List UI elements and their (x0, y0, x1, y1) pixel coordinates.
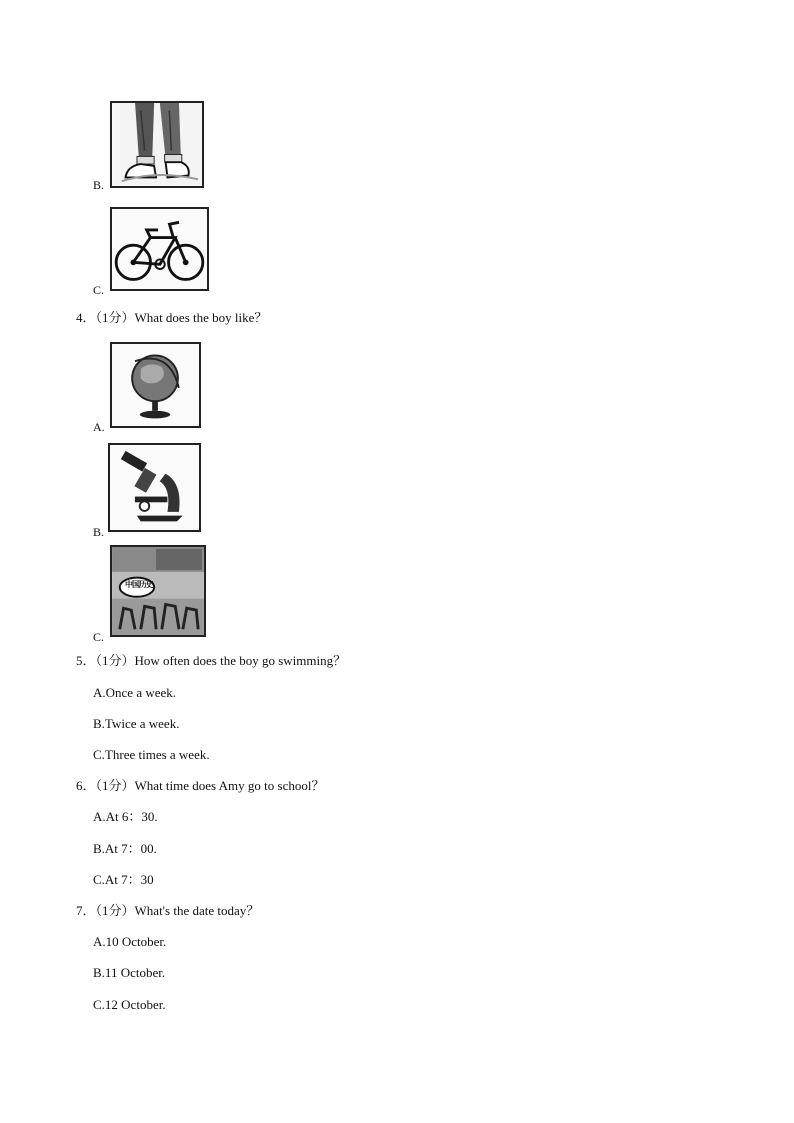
option-letter-a: A. (93, 420, 105, 434)
question-text: What time does Amy go to school？ (134, 778, 325, 793)
microscope-icon (110, 445, 199, 530)
question-6 (76, 778, 324, 794)
question-text: What does the boy like？ (134, 310, 268, 325)
jeans-icon (112, 103, 202, 186)
bicycle-icon (112, 209, 207, 289)
answer-option-a: A.At 6：30. (93, 809, 158, 824)
answer-option-c: C.Three times a week. (93, 747, 210, 762)
answer-option-a: A.Once a week. (93, 685, 177, 700)
microscope-picture (108, 443, 201, 532)
answer-option-c: C.12 October. (93, 997, 166, 1012)
book-cover-title: 中国历史 (125, 580, 153, 589)
answer-option-b: B.At 7：00. (93, 841, 157, 856)
option-letter-b: B. (93, 178, 105, 192)
answer-option-a: A.10 October. (93, 934, 167, 949)
question-score: （1分） (95, 653, 135, 668)
question-number: 7． (76, 903, 96, 918)
globe-icon (112, 344, 199, 426)
question-text: What's the date today？ (134, 903, 260, 918)
globe-picture (110, 342, 201, 428)
answer-option-c: C.At 7：30 (93, 872, 154, 887)
answer-option-b: B.Twice a week. (93, 716, 180, 731)
question-number: 4． (76, 310, 96, 325)
question-score: （1分） (95, 310, 135, 325)
book-cover-icon (112, 547, 204, 635)
question-score: （1分） (95, 778, 135, 793)
history-book-picture (110, 545, 206, 637)
question-score: （1分） (95, 903, 135, 918)
question-5 (76, 653, 346, 669)
option-letter-c: C. (93, 283, 105, 297)
bicycle-picture (110, 207, 209, 291)
question-4 (76, 310, 267, 326)
question-7 (76, 903, 259, 919)
option-letter-c: C. (93, 630, 105, 644)
jeans-and-sneakers-picture (110, 101, 204, 188)
answer-option-b: B.11 October. (93, 965, 166, 980)
question-text: How often does the boy go swimming？ (134, 653, 347, 668)
question-number: 5． (76, 653, 96, 668)
option-letter-b: B. (93, 525, 105, 539)
question-number: 6． (76, 778, 96, 793)
